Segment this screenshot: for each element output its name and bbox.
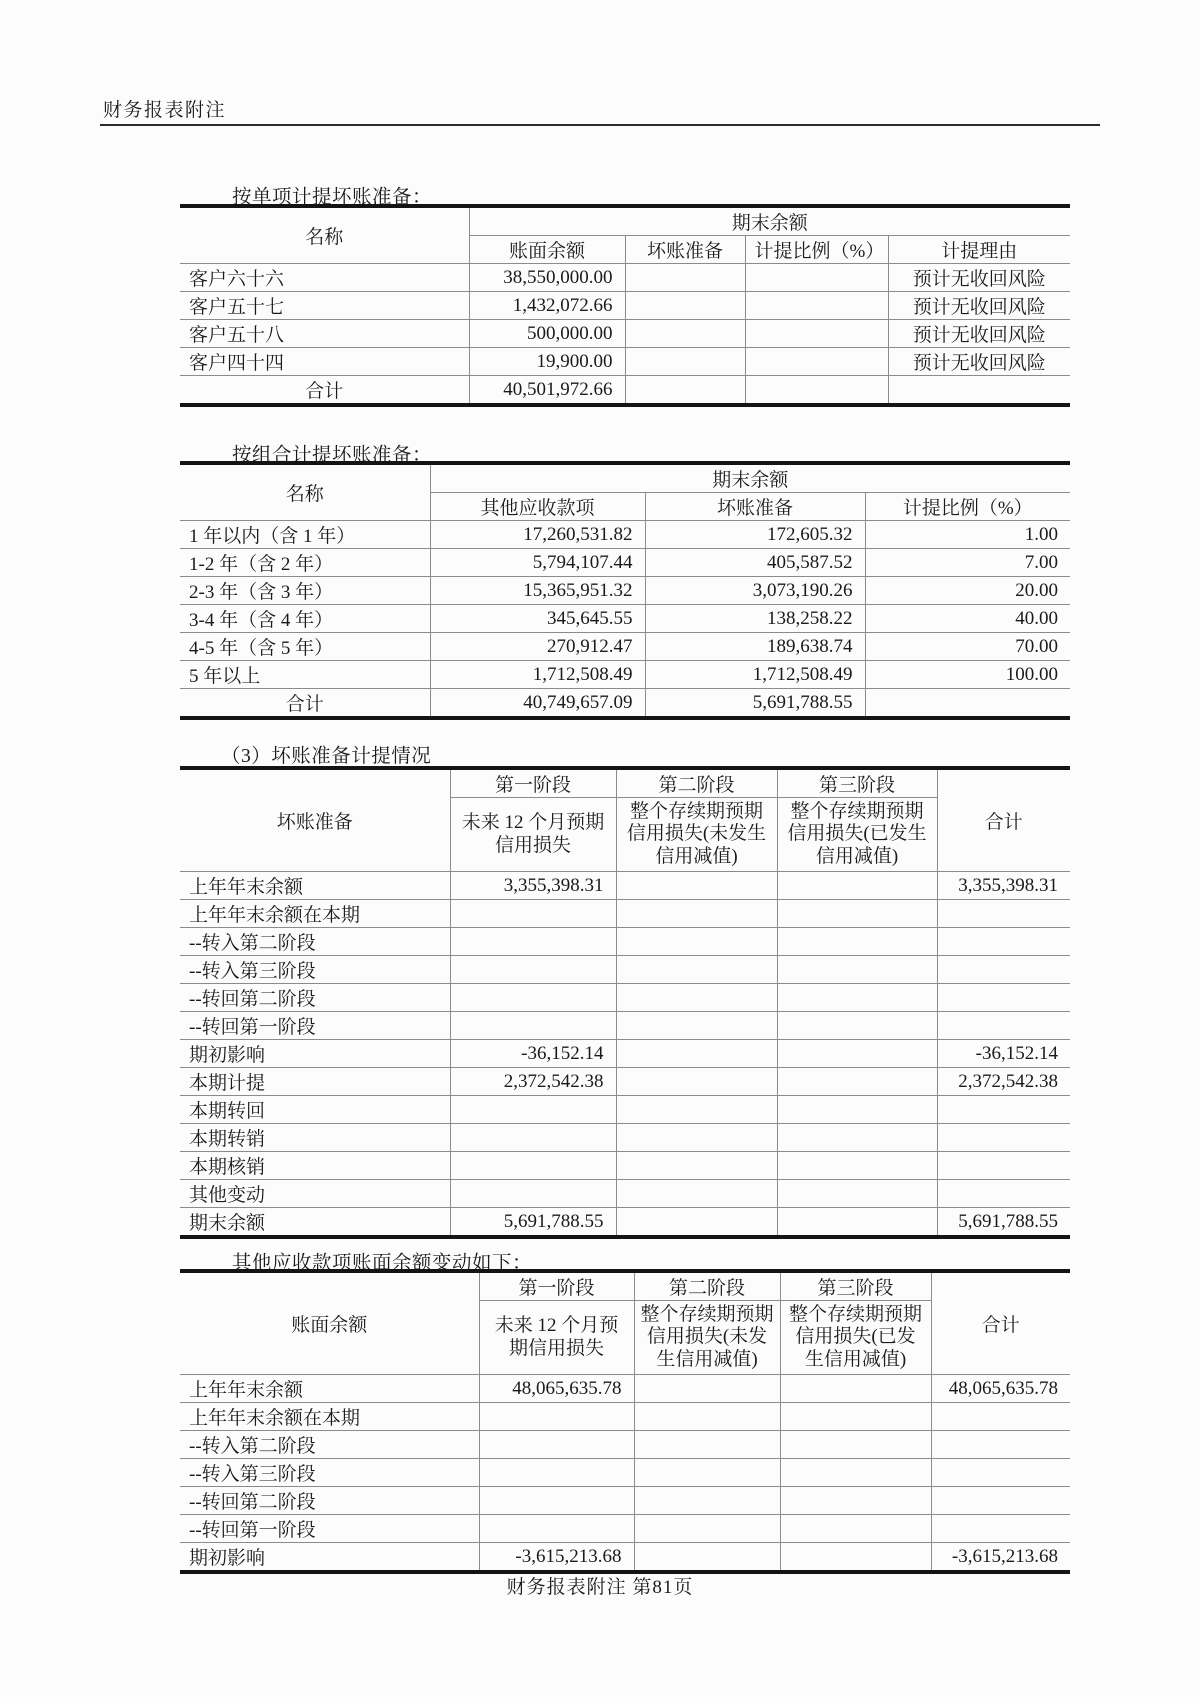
row-label-cell: 本期核销 (180, 1152, 450, 1180)
row-label-cell: 上年年末余额在本期 (180, 1403, 479, 1431)
value-cell (479, 1431, 634, 1459)
value-cell (616, 984, 777, 1012)
stage2-subheader: 整个存续期预期信用损失(未发生信用减值) (616, 798, 777, 872)
table-row (180, 928, 1070, 956)
value-cell: 5,691,788.55 (937, 1208, 1070, 1238)
table-row (180, 1459, 1070, 1487)
value-cell: 20.00 (865, 577, 1070, 605)
row-label-cell: --转回第二阶段 (180, 1487, 479, 1515)
value-cell: 1,712,508.49 (645, 661, 865, 689)
value-cell (616, 1124, 777, 1152)
stage2-subheader: 整个存续期预期信用损失(未发生信用减值) (634, 1301, 780, 1375)
value-cell: 500,000.00 (469, 320, 625, 348)
value-cell (931, 1403, 1070, 1431)
table-row (180, 605, 1070, 633)
value-cell (931, 1459, 1070, 1487)
row-label-cell: 客户五十八 (180, 320, 469, 348)
value-cell (777, 1040, 937, 1068)
value-cell (450, 1012, 616, 1040)
value-cell: 48,065,635.78 (931, 1375, 1070, 1403)
value-cell (616, 1096, 777, 1124)
table-row (180, 661, 1070, 689)
table-row (180, 1124, 1070, 1152)
value-cell (777, 872, 937, 900)
table-row (180, 1012, 1070, 1040)
stage3-header: 第三阶段 (777, 768, 937, 798)
value-cell: 345,645.55 (430, 605, 645, 633)
section-title-book-balance-changes: 其他应收款项账面余额变动如下： (232, 1253, 533, 1274)
value-cell (634, 1487, 780, 1515)
table-row (180, 1096, 1070, 1124)
value-cell: 40.00 (865, 605, 1070, 633)
value-cell (937, 1152, 1070, 1180)
table-row (180, 1152, 1070, 1180)
value-cell (937, 984, 1070, 1012)
value-cell: 405,587.52 (645, 549, 865, 577)
table-row (180, 1375, 1070, 1403)
row-label-cell: 本期转回 (180, 1096, 450, 1124)
value-cell: 19,900.00 (469, 348, 625, 376)
value-cell (777, 900, 937, 928)
value-cell (931, 1515, 1070, 1543)
value-cell (931, 1487, 1070, 1515)
value-cell: 1,712,508.49 (430, 661, 645, 689)
value-cell (780, 1375, 931, 1403)
row-label-cell: 1-2 年（含 2 年） (180, 549, 430, 577)
value-cell (937, 900, 1070, 928)
period-end-balance-group-header: 期末余额 (469, 206, 1070, 236)
value-cell (937, 1180, 1070, 1208)
row-label-cell: --转回第一阶段 (180, 1012, 450, 1040)
row-label-cell: 5 年以上 (180, 661, 430, 689)
value-cell (777, 1124, 937, 1152)
value-cell (625, 320, 745, 348)
bad-debt-provision-header: 坏账准备 (645, 493, 865, 521)
total-column-header: 合计 (937, 768, 1070, 872)
value-cell (745, 348, 888, 376)
table-row (180, 956, 1070, 984)
table-row (180, 633, 1070, 661)
table-header-row (180, 463, 1070, 493)
value-cell (625, 264, 745, 292)
stage1-header: 第一阶段 (450, 768, 616, 798)
stage2-header: 第二阶段 (634, 1271, 780, 1301)
value-cell: 5,794,107.44 (430, 549, 645, 577)
table-row (180, 549, 1070, 577)
value-cell (777, 928, 937, 956)
row-label-cell: --转回第一阶段 (180, 1515, 479, 1543)
value-cell: 189,638.74 (645, 633, 865, 661)
row-label-cell: 2-3 年（含 3 年） (180, 577, 430, 605)
table-row (180, 348, 1070, 376)
value-cell: 15,365,951.32 (430, 577, 645, 605)
value-cell: 2,372,542.38 (450, 1068, 616, 1096)
row-label-cell: 4-5 年（含 5 年） (180, 633, 430, 661)
value-cell: -36,152.14 (937, 1040, 1070, 1068)
reason-cell: 预计无收回风险 (888, 320, 1070, 348)
total-row (180, 689, 1070, 719)
value-cell (616, 872, 777, 900)
row-label-cell: 期末余额 (180, 1208, 450, 1238)
value-cell: 1,432,072.66 (469, 292, 625, 320)
stage2-header: 第二阶段 (616, 768, 777, 798)
row-label-cell: 客户六十六 (180, 264, 469, 292)
value-cell (780, 1459, 931, 1487)
stage1-header: 第一阶段 (479, 1271, 634, 1301)
value-cell (450, 984, 616, 1012)
table-row (180, 292, 1070, 320)
value-cell (625, 292, 745, 320)
table-row (180, 872, 1070, 900)
value-cell (780, 1543, 931, 1573)
provision-status-table (180, 766, 1070, 1239)
row-label-cell: 其他变动 (180, 1180, 450, 1208)
value-cell: 70.00 (865, 633, 1070, 661)
table-row (180, 577, 1070, 605)
value-cell (777, 1012, 937, 1040)
table-row (180, 521, 1070, 549)
value-cell (450, 1152, 616, 1180)
value-cell (777, 984, 937, 1012)
section-title-provision-status: （3）坏账准备计提情况 (221, 746, 432, 767)
value-cell: 3,355,398.31 (450, 872, 616, 900)
row-label-cell: 3-4 年（含 4 年） (180, 605, 430, 633)
value-cell (634, 1515, 780, 1543)
value-cell: 270,912.47 (430, 633, 645, 661)
page-footer: 财务报表附注 第81页 (506, 1577, 694, 1598)
table-row (180, 1543, 1070, 1573)
value-cell (780, 1487, 931, 1515)
value-cell (450, 1180, 616, 1208)
value-cell (634, 1459, 780, 1487)
section-title-group-provision: 按组合计提坏账准备： (232, 445, 433, 466)
value-cell (450, 900, 616, 928)
value-cell (937, 956, 1070, 984)
value-cell (777, 956, 937, 984)
row-label-cell: --转入第二阶段 (180, 1431, 479, 1459)
value-cell: 3,073,190.26 (645, 577, 865, 605)
table-row (180, 984, 1070, 1012)
row-label-cell: --转回第二阶段 (180, 984, 450, 1012)
value-cell: -36,152.14 (450, 1040, 616, 1068)
stage3-subheader: 整个存续期预期信用损失(已发生信用减值) (780, 1301, 931, 1375)
value-cell (777, 1180, 937, 1208)
stage3-subheader: 整个存续期预期信用损失(已发生信用减值) (777, 798, 937, 872)
value-cell (616, 1040, 777, 1068)
value-cell (745, 292, 888, 320)
row-label-cell: 期初影响 (180, 1040, 450, 1068)
value-cell (865, 689, 1070, 719)
value-cell: -3,615,213.68 (479, 1543, 634, 1573)
row-label-cell: 客户五十七 (180, 292, 469, 320)
value-cell: 3,355,398.31 (937, 872, 1070, 900)
stage3-header: 第三阶段 (780, 1271, 931, 1301)
page-header-title: 财务报表附注 (103, 100, 227, 121)
row-label-cell: 本期计提 (180, 1068, 450, 1096)
table-header-row (180, 206, 1070, 236)
value-cell (937, 1096, 1070, 1124)
reason-cell: 预计无收回风险 (888, 292, 1070, 320)
row-label-cell: --转入第三阶段 (180, 1459, 479, 1487)
value-cell (450, 956, 616, 984)
row-label-cell: 本期转销 (180, 1124, 450, 1152)
value-cell (780, 1403, 931, 1431)
value-cell (634, 1375, 780, 1403)
value-cell (479, 1459, 634, 1487)
value-cell (616, 956, 777, 984)
row-label-cell: 上年年末余额 (180, 1375, 479, 1403)
table-row (180, 1487, 1070, 1515)
value-cell (931, 1431, 1070, 1459)
table-header-row (180, 768, 1070, 798)
value-cell: 172,605.32 (645, 521, 865, 549)
row-label-cell: 期初影响 (180, 1543, 479, 1573)
value-cell (745, 264, 888, 292)
value-cell: 5,691,788.55 (645, 689, 865, 719)
value-cell (777, 1208, 937, 1238)
value-cell (780, 1431, 931, 1459)
bad-debt-provision-header: 坏账准备 (625, 236, 745, 264)
value-cell (937, 1124, 1070, 1152)
value-cell (450, 1124, 616, 1152)
value-cell (616, 1068, 777, 1096)
table-row (180, 1068, 1070, 1096)
book-balance-changes-table (180, 1269, 1070, 1574)
value-cell: 40,749,657.09 (430, 689, 645, 719)
value-cell: 40,501,972.66 (469, 376, 625, 406)
value-cell (625, 376, 745, 406)
row-group-header: 坏账准备 (180, 768, 450, 872)
value-cell (777, 1068, 937, 1096)
value-cell (479, 1403, 634, 1431)
table-row (180, 1515, 1070, 1543)
value-cell (777, 1152, 937, 1180)
stage1-subheader: 未来 12 个月预期信用损失 (450, 798, 616, 872)
provision-reason-header: 计提理由 (888, 236, 1070, 264)
table-header-row (180, 1271, 1070, 1301)
value-cell (479, 1515, 634, 1543)
value-cell: 1.00 (865, 521, 1070, 549)
value-cell (634, 1403, 780, 1431)
value-cell (745, 376, 888, 406)
name-column-header: 名称 (180, 463, 430, 521)
table-row (180, 264, 1070, 292)
value-cell: 5,691,788.55 (450, 1208, 616, 1238)
value-cell (634, 1543, 780, 1573)
value-cell (616, 1208, 777, 1238)
row-label-cell: --转入第三阶段 (180, 956, 450, 984)
section-title-individual-provision: 按单项计提坏账准备： (232, 187, 433, 208)
header-rule (100, 124, 1100, 126)
total-row (180, 376, 1070, 406)
table-row (180, 900, 1070, 928)
book-balance-header: 账面余额 (469, 236, 625, 264)
value-cell (616, 1152, 777, 1180)
total-column-header: 合计 (931, 1271, 1070, 1375)
table-row (180, 1040, 1070, 1068)
value-cell (616, 928, 777, 956)
other-receivables-header: 其他应收款项 (430, 493, 645, 521)
value-cell (780, 1515, 931, 1543)
individual-provision-table (180, 204, 1070, 407)
value-cell: 138,258.22 (645, 605, 865, 633)
value-cell (634, 1431, 780, 1459)
stage1-subheader: 未来 12 个月预期信用损失 (479, 1301, 634, 1375)
value-cell (937, 1012, 1070, 1040)
value-cell (777, 1096, 937, 1124)
group-provision-table (180, 461, 1070, 720)
row-label-cell: --转入第二阶段 (180, 928, 450, 956)
value-cell (625, 348, 745, 376)
reason-cell: 预计无收回风险 (888, 348, 1070, 376)
period-end-balance-group-header: 期末余额 (430, 463, 1070, 493)
reason-cell (888, 376, 1070, 406)
table-row (180, 1208, 1070, 1238)
value-cell (745, 320, 888, 348)
row-label-cell: 1 年以内（含 1 年） (180, 521, 430, 549)
total-label-cell: 合计 (180, 376, 469, 406)
row-label-cell: 上年年末余额在本期 (180, 900, 450, 928)
value-cell (450, 1096, 616, 1124)
row-group-header: 账面余额 (180, 1271, 479, 1375)
row-label-cell: 客户四十四 (180, 348, 469, 376)
table-row (180, 1180, 1070, 1208)
value-cell (616, 1012, 777, 1040)
table-row (180, 1431, 1070, 1459)
value-cell (616, 900, 777, 928)
reason-cell: 预计无收回风险 (888, 264, 1070, 292)
table-row (180, 320, 1070, 348)
name-column-header: 名称 (180, 206, 469, 264)
provision-ratio-header: 计提比例（%） (745, 236, 888, 264)
value-cell: 100.00 (865, 661, 1070, 689)
value-cell: 38,550,000.00 (469, 264, 625, 292)
provision-ratio-header: 计提比例（%） (865, 493, 1070, 521)
value-cell: 17,260,531.82 (430, 521, 645, 549)
value-cell (616, 1180, 777, 1208)
value-cell (479, 1487, 634, 1515)
value-cell: -3,615,213.68 (931, 1543, 1070, 1573)
value-cell: 2,372,542.38 (937, 1068, 1070, 1096)
value-cell (450, 928, 616, 956)
value-cell: 7.00 (865, 549, 1070, 577)
row-label-cell: 上年年末余额 (180, 872, 450, 900)
table-row (180, 1403, 1070, 1431)
value-cell: 48,065,635.78 (479, 1375, 634, 1403)
total-label-cell: 合计 (180, 689, 430, 719)
value-cell (937, 928, 1070, 956)
